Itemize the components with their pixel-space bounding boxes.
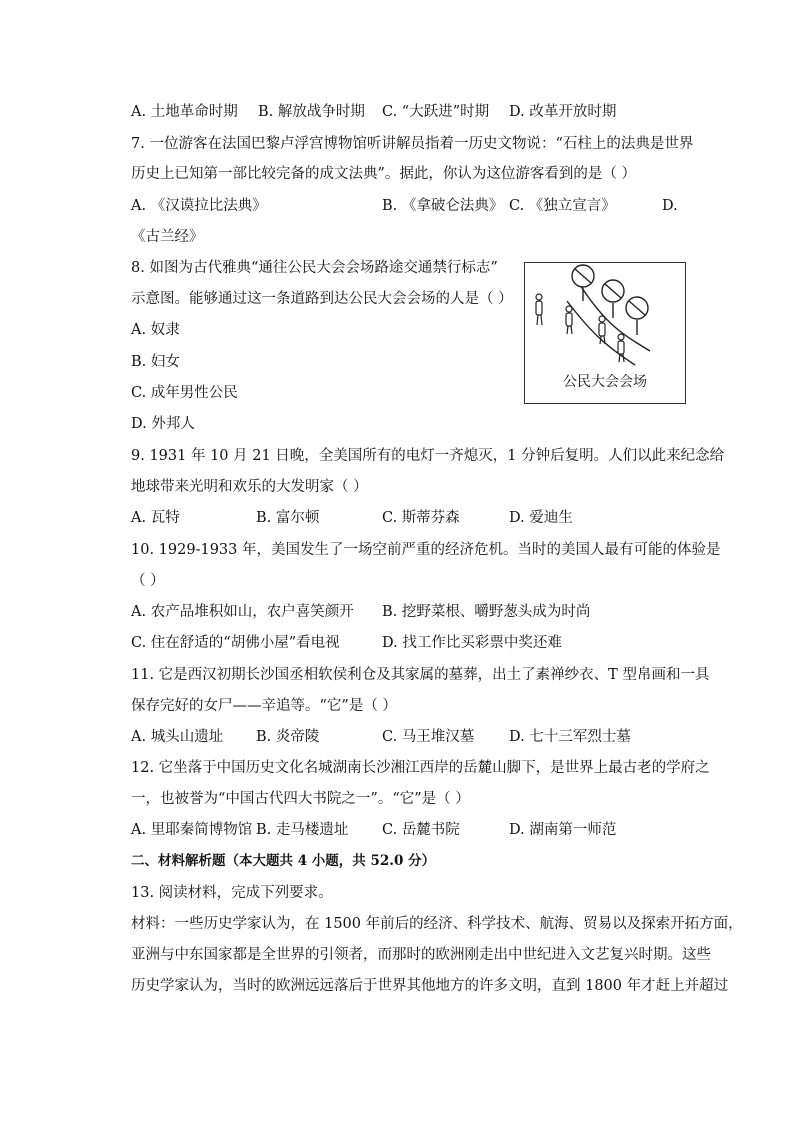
q13-material-line2: 亚洲与中东国家都是全世界的引领者，而那时的欧洲刚走出中世纪进入文艺复兴时期。这些 bbox=[131, 947, 711, 963]
q8-stem-line1: 8. 如图为古代雅典“通往公民大会会场路途交通禁行标志” bbox=[131, 260, 498, 276]
q13-stem: 13. 阅读材料，完成下列要求。 bbox=[131, 885, 333, 901]
q8-option-b: B. 妇女 bbox=[131, 354, 180, 370]
q12-option-a: A. 里耶秦简博物馆 bbox=[131, 822, 253, 838]
q7-option-b: B. 《拿破仑法典》 bbox=[382, 198, 504, 214]
q6-option-b: B. 解放战争时期 bbox=[258, 104, 365, 120]
q8-option-d: D. 外邦人 bbox=[131, 416, 195, 432]
no-entry-sign-1 bbox=[572, 265, 594, 301]
no-entry-sign-3 bbox=[626, 297, 648, 335]
q10-option-d: D. 找工作比买彩票中奖还难 bbox=[382, 635, 562, 651]
q9-option-a: A. 瓦特 bbox=[131, 510, 180, 526]
q12-stem-line2: 一，也被誉为“中国古代四大书院之一”。“它”是（ ） bbox=[131, 791, 470, 807]
q12-option-d: D. 湖南第一师范 bbox=[509, 822, 617, 838]
q7-option-d: D. bbox=[662, 198, 678, 214]
q9-option-c: C. 斯蒂芬森 bbox=[382, 510, 460, 526]
q13-material-line3: 历史学家认为，当时的欧洲远远落后于世界其他地方的许多文明，直到 1800 年才赶上并超过 bbox=[131, 978, 729, 994]
q6-option-c: C. “大跃进”时期 bbox=[382, 104, 490, 120]
q9-option-b: B. 富尔顿 bbox=[256, 510, 320, 526]
q11-stem-line2: 保存完好的女尸——辛追等。“它”是（ ） bbox=[131, 698, 397, 714]
section-title: 二、材料解析题（本大题共 4 小题，共 52.0 分） bbox=[131, 853, 436, 869]
q11-option-d: D. 七十三军烈士墓 bbox=[509, 729, 631, 745]
q11-option-b: B. 炎帝陵 bbox=[256, 729, 320, 745]
q7-stem-line1: 7. 一位游客在法国巴黎卢浮宫博物馆听讲解员指着一历史文物说：“石柱上的法典是世界 bbox=[131, 136, 694, 152]
person-figure-2 bbox=[566, 306, 572, 334]
person-figure-4 bbox=[618, 334, 624, 362]
q7-stem-line2: 历史上已知第一部比较完备的成文法典”。据此，你认为这位游客看到的是（ ） bbox=[131, 166, 637, 182]
q12-option-c: C. 岳麓书院 bbox=[382, 822, 460, 838]
q10-option-b: B. 挖野菜根、嚼野葱头成为时尚 bbox=[382, 604, 591, 620]
q11-option-a: A. 城头山遗址 bbox=[131, 729, 224, 745]
q8-option-c: C. 成年男性公民 bbox=[131, 385, 238, 401]
q8-option-a: A. 奴隶 bbox=[131, 322, 180, 338]
person-figure-1 bbox=[536, 294, 542, 325]
q9-stem-line1: 9. 1931 年 10 月 21 日晚，全美国所有的电灯一齐熄灭，1 分钟后复明。人们以此来纪念给 bbox=[131, 448, 725, 464]
q11-option-c: C. 马王堆汉墓 bbox=[382, 729, 475, 745]
q10-stem-line2: （ ） bbox=[131, 573, 165, 589]
no-entry-sign-2 bbox=[602, 280, 624, 318]
q10-option-c: C. 住在舒适的“胡佛小屋”看电视 bbox=[131, 635, 340, 651]
q8-stem-line2: 示意图。能够通过这一条道路到达公民大会会场的人是（ ） bbox=[131, 291, 513, 307]
q7-option-a: A. 《汉谟拉比法典》 bbox=[131, 198, 267, 214]
q7-option-d-text: 《古兰经》 bbox=[131, 229, 204, 245]
q6-option-a: A. 土地革命时期 bbox=[131, 104, 238, 120]
q9-option-d: D. 爱迪生 bbox=[509, 510, 573, 526]
q7-option-c: C. 《独立宣言》 bbox=[509, 198, 616, 214]
q6-option-d: D. 改革开放时期 bbox=[509, 104, 617, 120]
q12-option-b: B. 走马楼遗址 bbox=[256, 822, 349, 838]
figure-caption: 公民大会会场 bbox=[563, 374, 647, 390]
q10-option-a: A. 农产品堆积如山，农户喜笑颜开 bbox=[131, 604, 354, 620]
q12-stem-line1: 12. 它坐落于中国历史文化名城湖南长沙湘江西岸的岳麓山脚下，是世界上最古老的学府之 bbox=[131, 760, 710, 776]
q11-stem-line1: 11. 它是西汉初期长沙国丞相软侯利仓及其家属的墓葬，出土了素禅纱衣、T 型帛画和一具 bbox=[131, 667, 710, 683]
q13-material-line1: 材料：一些历史学家认为，在 1500 年前后的经济、科学技术、航海、贸易以及探索开拓方面， bbox=[131, 916, 743, 932]
assembly-road-figure bbox=[524, 262, 686, 404]
q10-stem-line1: 10. 1929-1933 年，美国发生了一场空前严重的经济危机。当时的美国人最有可能的体验是 bbox=[131, 542, 721, 558]
q9-stem-line2: 地球带来光明和欢乐的大发明家（ ） bbox=[131, 479, 368, 495]
